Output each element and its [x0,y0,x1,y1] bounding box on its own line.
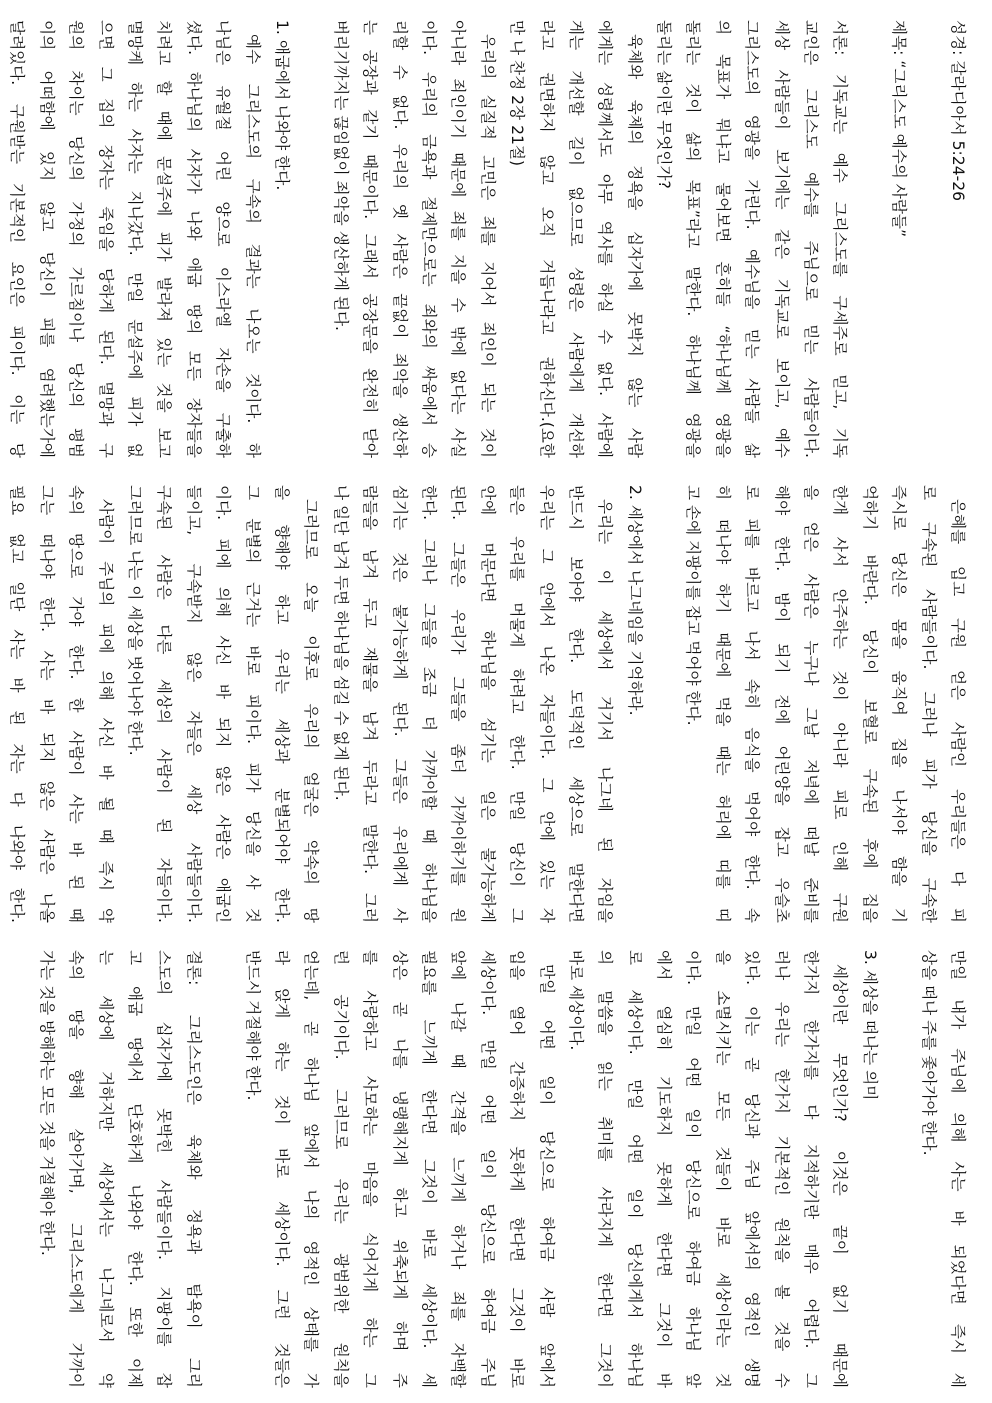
text-line: 돌리는 삶이란 무엇인가? [655,20,674,189]
text-line: 속의 땅으로 가야 한다. 한 사람이 사는 바 된 때 [67,485,86,923]
text-line: 러나 우리는 한가지 기본적인 원칙을 볼 것을 수 [772,950,791,1388]
text-line: 에게는 성령께서도 아무 역사를 하실 수 없다. 사람에 [596,20,615,458]
text-line: 로 피를 바르고 나서 속히 음식을 먹어야 한다. 속 [743,485,762,923]
text-line: 교인은 그리스도 예수를 주님으로 믿는 사람들이다. [802,20,821,458]
text-line: 한다. 그러나 그들을 조금 더 가까이할 때 하나님을 [419,485,438,923]
paragraph-gap [296,20,325,458]
paragraph-gap [854,20,883,458]
text-line: 세상 사람들이 보기에는 같은 기독교로 보이고, 예수 [772,20,791,458]
text-line: 구속된 사람은 다른 세상의 사람이 된 자들이다. [155,485,174,923]
text-line: 을 얻은 사람은 누구나 그날 저녁에 떠날 준비를 [802,485,821,923]
text-line: 이다. 우리의 금욕과 절제만으로는 죄와의 싸움에서 승 [419,20,438,458]
text-line: 을 향해야 하고 우리는 세상과 분별되어야 한다. [273,485,292,923]
text-line: 이다. 만일 어떤 일이 당신으로 하여금 하나님 앞 [684,950,703,1388]
text-line: 반드시 거절해야 한다. [243,950,262,1101]
text-line: 은혜를 입고 구원 얻은 사람인 우리들은 다 피 [949,499,967,923]
text-line: 우리는 그 안에서 나온 자들이다. 그 안에 있는 자 [537,485,556,923]
text-line: 있다. 이는 곧 당신과 주님 앞에서의 영적인 생명 [743,950,762,1388]
text-line: 의 목표가 뭐냐고 물어보면 흔히들 “하나님께 영광을 [713,20,732,458]
paragraph-gap [208,950,237,1388]
text-line: 예수 그리스도의 구속의 결과는 나오는 것이다. 하 [243,34,262,458]
text-line: 이의 어떠함에 있지 않고 당신이 피를 염려했는가에 [37,20,56,458]
text-line: 버리기까지는 끊임없이 죄악을 생산하게 된다. [331,20,350,331]
text-line: 결론: 그리스도인은 육체와 정욕과 탐욕이 그리 [184,950,203,1388]
text-line: 가는 것을 방해하는 모든 것을 거절해야 한다. [37,950,56,1256]
text-line: 런 공기이다. 그러므로 우리는 광범위한 원칙을 [331,950,350,1388]
text-line: 그러므로 나는 이 세상을 벗어나야 한다. [126,485,145,756]
text-line: 에서 열심히 기도하지 못하게 한다면 그것이 바 [655,950,674,1388]
text-line: 스도의 십자가에 못박힌 사람들이다. 지팡이를 잡 [155,950,174,1388]
text-line: 입을 열어 간증하지 못하게 한다면 그것이 바로 [508,950,527,1388]
text-line: 세상이다. 만일 어떤 일이 당신으로 하여금 주님 [478,950,497,1388]
text-line: 그 분별의 근거는 바로 피이다. 피가 당신을 사 것 [243,485,262,923]
text-line: 고 애굽 땅에서 단호하게 나와야 한다. 또한 이제 [126,950,145,1388]
text-line: 그는 떠나야 한다. 사는 바 되지 않은 사람은 나올 [37,485,56,923]
text-line: 그리스도의 영광을 가린다. 예수님을 믿는 사람들 삶 [743,20,762,458]
text-line: 치려고 할 때에 문설주에 피가 발라져 있는 것을 보고 [155,20,174,458]
text-line: 을 소멸시키는 모든 것들이 바로 세상이라는 것 [713,950,732,1388]
text-line: 만일 내가 주님에 의해 사는 바 되었다면 즉시 세 [949,950,967,1388]
text-line: 제목: “그리스도 예수의 사람들” [890,20,909,238]
text-line: 만일 어떤 일이 당신으로 하여금 사람 앞에서 [537,964,556,1388]
text-column-3 [22,950,972,1388]
text-column-1 [8,20,972,458]
text-line: 만 나 찬정 2장 21절) [508,20,527,167]
text-column-2 [8,485,972,923]
text-line: 나 일단 남겨 두면 하나님을 섬길 수 없게 된다. [331,485,350,801]
text-line: 라고 권면하지 않고 오직 거듭나라고 권하신다.(요한 [537,20,556,458]
text-line: 나님은 유월절 어린 양으로 이스라엘 자손을 구출하 [214,20,233,458]
text-line: 를 사랑하고 사모하는 마음을 식어지게 하는 그 [361,950,380,1388]
text-line: 라 앉게 하는 것이 바로 세상이다. 그런 것들은 [273,950,292,1388]
paragraph-gap [649,485,678,923]
text-line: 얻는데, 곧 하나님 앞에서 나의 영적인 상태를 가 [302,950,321,1388]
text-line: 우리의 실질적 고민은 죄를 지어서 죄인이 되는 것이 [478,34,497,458]
paragraph-gap [913,20,942,458]
text-line: 로 세상이다. 만일 어떤 일이 당신에게서 하나님 [625,950,644,1388]
text-line: 의 말씀을 읽는 취미를 사라지게 한다면 그것이 [596,950,615,1388]
text-line: 성경: 갈라디아서 5:24-26 [949,20,967,202]
text-line: 앞에 나갈 때 간격을 느끼게 하거나 죄를 자백할 [449,950,468,1388]
text-line: 억하기 바란다. 당신이 보혈로 구속된 후에 집을 [860,485,879,923]
text-line: 멸망케 하는 사자는 지나갔다. 만일 문설주에 피가 없 [126,20,145,458]
text-line: 게는 개선할 길이 없으므로 성령은 사람에게 개선하 [566,20,585,458]
text-line: 상은 곧 나를 냉랭해지게 하고 위축되게 하며 주 [390,950,409,1388]
text-line: 해야 한다. 밤이 되기 전에 어린양을 잡고 우슬초 [772,485,791,923]
text-line: 셨다. 하나님의 사자가 나와 애굽 땅의 모든 장자들을 [184,20,203,458]
paragraph-gap [884,950,913,1388]
text-line: 섬기는 것은 불가능하게 된다. 그들은 우리에게 사 [390,485,409,923]
text-line: 2. 세상에서 나그네임을 기억하라. [625,485,644,716]
text-line: 달려있다. 구원받는 기본적인 요인은 피이다. 이는 당 [8,20,27,458]
text-line: 히 떠나야 하기 때문에 먹을 때는 허리에 띠를 띠 [713,485,732,923]
text-line: 아니라 죄인이기 때문에 죄를 지을 수 밖에 없다는 사실 [449,20,468,458]
text-line: 서론: 기독교는 예수 그리스도를 구세주로 믿고, 기독 [831,20,850,458]
text-line: 그러므로 오늘 이후로 우리의 얼굴은 약속의 땅 [302,499,321,923]
text-line: 는 세상에 거하지만 세상에서는 나그네로서 약 [96,950,115,1388]
text-line: 들은 우리를 머물게 하려고 한다. 만일 당신이 그 [508,485,527,923]
text-line: 들이고, 구속받지 않은 자들은 세상 사람들이다. [184,485,203,923]
text-line: 우리는 이 세상에서 거기서 나그네 된 자임을 [596,499,615,923]
text-line: 리할 수 없다. 우리의 옛 사람은 끝없이 죄악을 생산하 [390,20,409,458]
text-line: 1. 애굽에서 나와야 한다. [273,20,292,191]
text-line: 으면 그 집의 장자는 죽임을 당하게 된다. 멸망과 구 [96,20,115,458]
text-line: 안에 머문다면 하나님을 섬기는 일은 불가능하게 [478,485,497,923]
text-line: 한가지 한가지를 다 지적하기란 매우 어렵다. 그 [802,950,821,1388]
text-line: 사람이 주님의 피에 의해 사신 바 될 때 즉시 약 [96,499,115,923]
text-line: 육체와 육체의 정욕을 십자가에 못박지 않는 사람 [625,34,644,458]
text-line: 즉시로 당신은 몸을 움직여 집을 나서야 함을 기 [890,485,909,923]
text-line: 이다. 피에 의해 사신 바 되지 않은 사람은 애굽인 [214,485,233,923]
text-line: 는 공장과 같기 때문이다. 그래서 공장문을 완전히 닫아 [361,20,380,458]
text-line: 람들을 남겨 두고 재물을 남겨 두라고 말한다. 그러 [361,485,380,923]
text-line: 필요를 느끼게 한다면 그것이 바로 세상이다. 세 [419,950,438,1388]
text-line: 된다. 그들은 우리가 그들을 좀더 가까이하기를 원 [449,485,468,923]
text-line: 상을 떠나 주를 좇아가야 한다. [919,950,938,1156]
text-line: 바로 세상이다. [566,950,585,1051]
text-line: 필요 없고 일단 사는 바 된 자는 다 나와야 한다. [8,485,27,923]
text-line: 반드시 보아야 한다. 도덕적인 세상으로 말한다면 [566,485,585,923]
text-line: 원의 차이는 당신의 가정의 가르침이나 당신의 평범 [67,20,86,458]
text-line: 로 구속된 사람들이다. 그러나 피가 당신을 구속한 [919,485,938,923]
text-line: 속의 땅을 향해 살아가며, 그리스도에게 가까이 [67,950,86,1388]
text-line: 한개 사서 안주하는 것이 아니라 피로 인해 구원 [831,485,850,923]
text-line: 돌리는 것이 삶의 목표”라고 말한다. 하나님께 영광을 [684,20,703,458]
text-line: 세상이란 무엇인가? 이것은 끝이 없기 때문에 [831,964,850,1388]
text-line: 고 손에 지팡이를 잡고 먹어야 한다. [684,485,703,726]
text-line: 3. 세상을 떠나는 의미 [860,950,879,1101]
